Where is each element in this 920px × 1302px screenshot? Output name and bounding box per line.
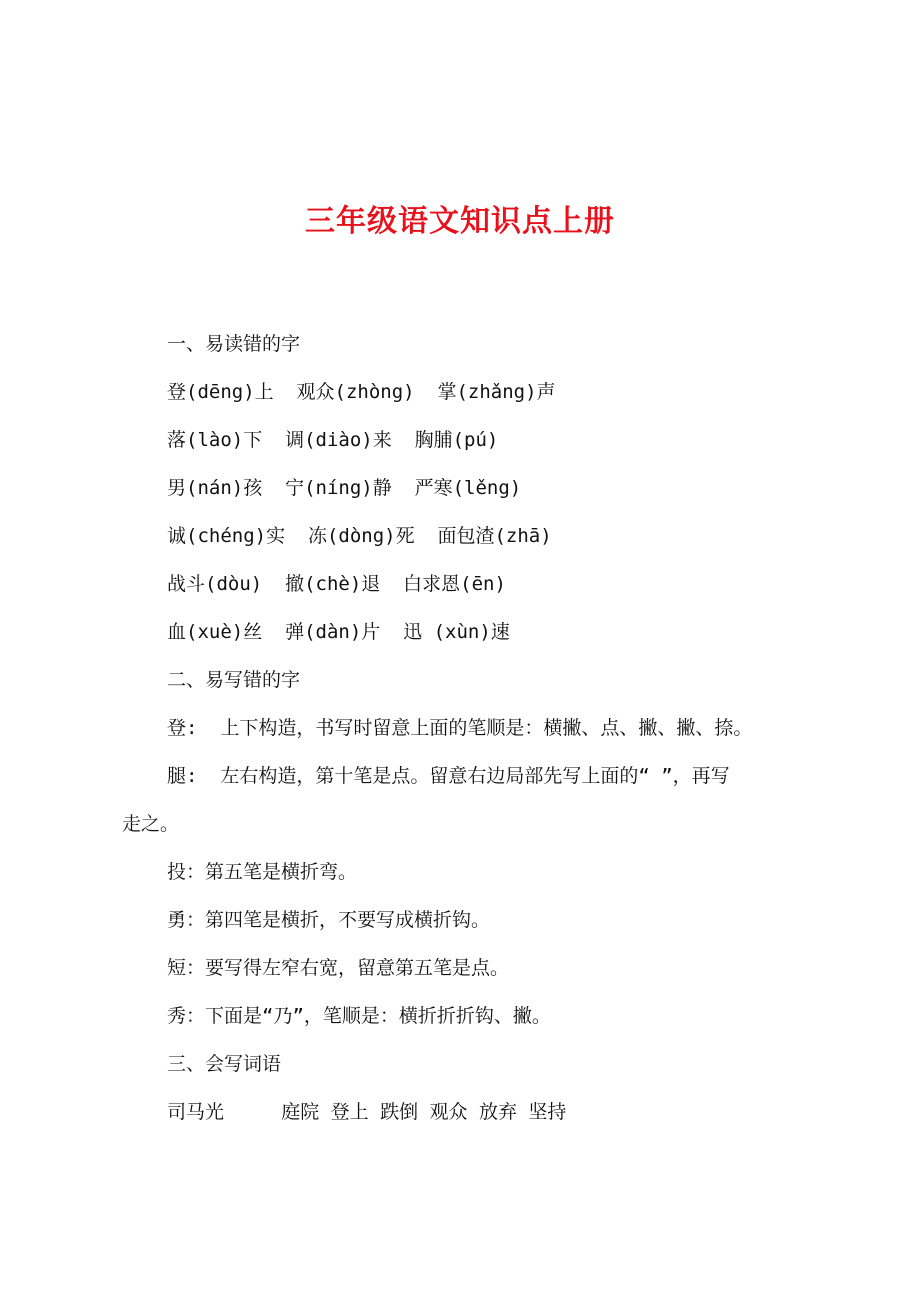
text-line: 腿: 左右构造，第十笔是点。留意右边局部先写上面的“ ”，再写 [167,765,730,787]
text-line: 勇：第四笔是横折，不要写成横折钩。 [167,909,491,931]
document-title: 三年级语文知识点上册 [305,204,615,239]
section-heading-2: 二、易写错的字 [167,669,301,691]
section-heading-1: 一、易读错的字 [167,333,301,355]
text-line: 血(xuè)丝 弹(dàn)片 迅 (xùn)速 [167,621,510,643]
text-line: 战斗(dòu) 撤(chè)退 白求恩(ēn) [167,573,506,595]
text-line: 男(nán)孩 宁(níng)静 严寒(lěng) [167,477,522,499]
section-heading-3: 三、会写词语 [167,1053,282,1075]
text-line: 登(dēng)上 观众(zhòng) 掌(zhǎng)声 [167,381,556,403]
text-line: 秀：下面是“乃”，笔顺是：横折折折钩、撇。 [167,1005,551,1027]
text-line: 登: 上下构造，书写时留意上面的笔顺是：横撇、点、撇、撇、捺。 [167,717,753,739]
text-line-continuation: 走之。 [122,813,180,835]
text-line: 短：要写得左窄右宽，留意第五笔是点。 [167,957,510,979]
text-line: 落(lào)下 调(diào)来 胸脯(pú) [167,429,499,451]
text-line: 投：第五笔是横折弯。 [167,861,358,883]
text-line: 司马光 庭院 登上 跌倒 观众 放弃 坚持 [167,1101,567,1123]
text-line: 诚(chéng)实 冻(dòng)死 面包渣(zhā) [167,525,552,547]
